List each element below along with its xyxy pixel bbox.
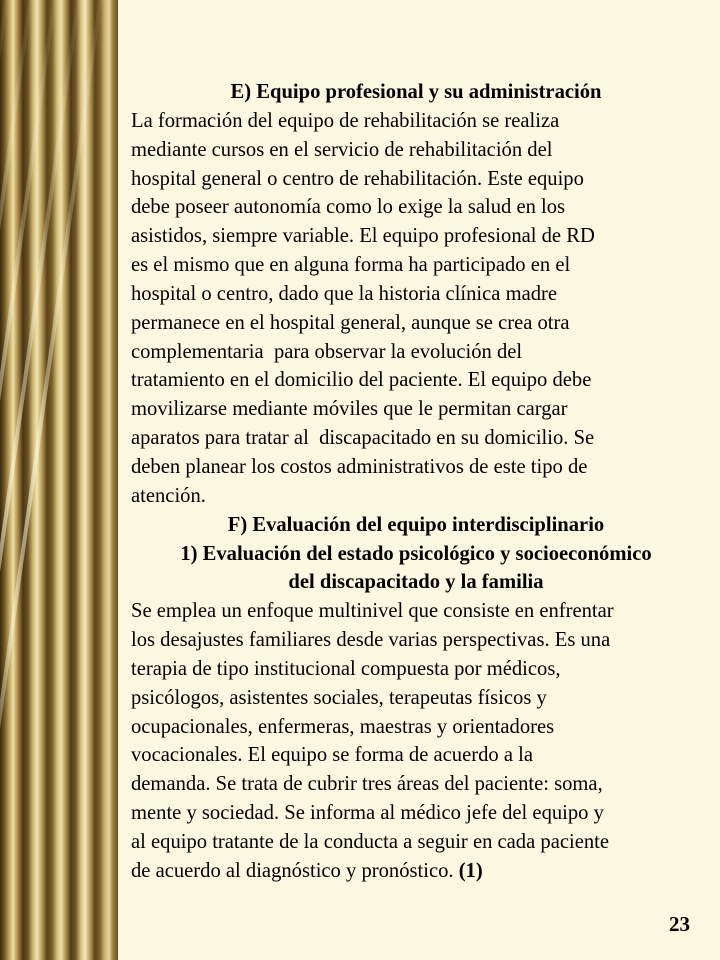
body-line: demanda. Se trata de cubrir tres áreas del paciente: soma, xyxy=(131,773,603,796)
body-line: al equipo tratante de la conducta a seguir en cada paciente xyxy=(131,830,609,853)
body-line: permanece en el hospital general, aunque se crea otra xyxy=(131,311,570,334)
body-line: Se emplea un enfoque multinivel que consiste en enfrentar xyxy=(131,600,614,623)
section-e-heading: E) Equipo profesional y su administración xyxy=(230,81,602,103)
slide-content xyxy=(131,78,701,886)
body-line: los desajustes familiares desde varias perspectivas. Es una xyxy=(131,629,611,652)
body-line: vocacionales. El equipo se forma de acuerdo a la xyxy=(131,744,533,767)
body-line-last xyxy=(131,857,701,886)
body-line-text: de acuerdo al diagnóstico y pronóstico. xyxy=(131,859,459,882)
body-line: deben planear los costos administrativos de este tipo de xyxy=(131,455,588,478)
border-highlight xyxy=(0,0,86,960)
body-line: debe poseer autonomía como lo exige la salud en los xyxy=(131,196,566,219)
section-f-heading: F) Evaluación del equipo interdisciplinario xyxy=(227,513,605,536)
subsection-f1-heading-line2: del discapacitado y la familia xyxy=(288,571,544,594)
body-line: asistidos, siempre variable. El equipo profesional de RD xyxy=(131,225,595,248)
body-line: psicólogos, asistentes sociales, terapeutas físicos y xyxy=(131,686,547,709)
reference-marker: (1) xyxy=(458,859,483,882)
body-line: complementaria para observar la evolución del xyxy=(131,340,523,363)
body-line: mente y sociedad. Se informa al médico jefe del equipo y xyxy=(131,802,604,825)
body-line: terapia de tipo institucional compuesta por médicos, xyxy=(131,657,561,680)
body-line: movilizarse mediante móviles que le permitan cargar xyxy=(131,398,568,421)
body-line: aparatos para tratar al discapacitado en su domicilio. Se xyxy=(131,427,595,450)
border-highlight xyxy=(0,0,108,960)
section-f1-body xyxy=(131,597,701,885)
body-line: La formación del equipo de rehabilitación se realiza xyxy=(131,109,560,132)
body-line: es el mismo que en alguna forma ha participado en el xyxy=(131,254,571,277)
subsection-f1-heading-line1: 1) Evaluación del estado psicológico y socioeconómico xyxy=(180,542,652,565)
section-e-body xyxy=(131,107,701,511)
decorative-gold-border xyxy=(0,0,118,960)
body-line: mediante cursos en el servicio de rehabilitación del xyxy=(131,138,553,161)
body-line: hospital o centro, dado que la historia clínica madre xyxy=(131,282,558,305)
body-line: hospital general o centro de rehabilitación. Este equipo xyxy=(131,167,584,190)
body-line: ocupacionales, enfermeras, maestras y orientadores xyxy=(131,715,555,738)
page-number: 23 xyxy=(669,912,690,936)
body-line: tratamiento en el domicilio del paciente. El equipo debe xyxy=(131,369,592,392)
body-line: atención. xyxy=(131,484,206,507)
